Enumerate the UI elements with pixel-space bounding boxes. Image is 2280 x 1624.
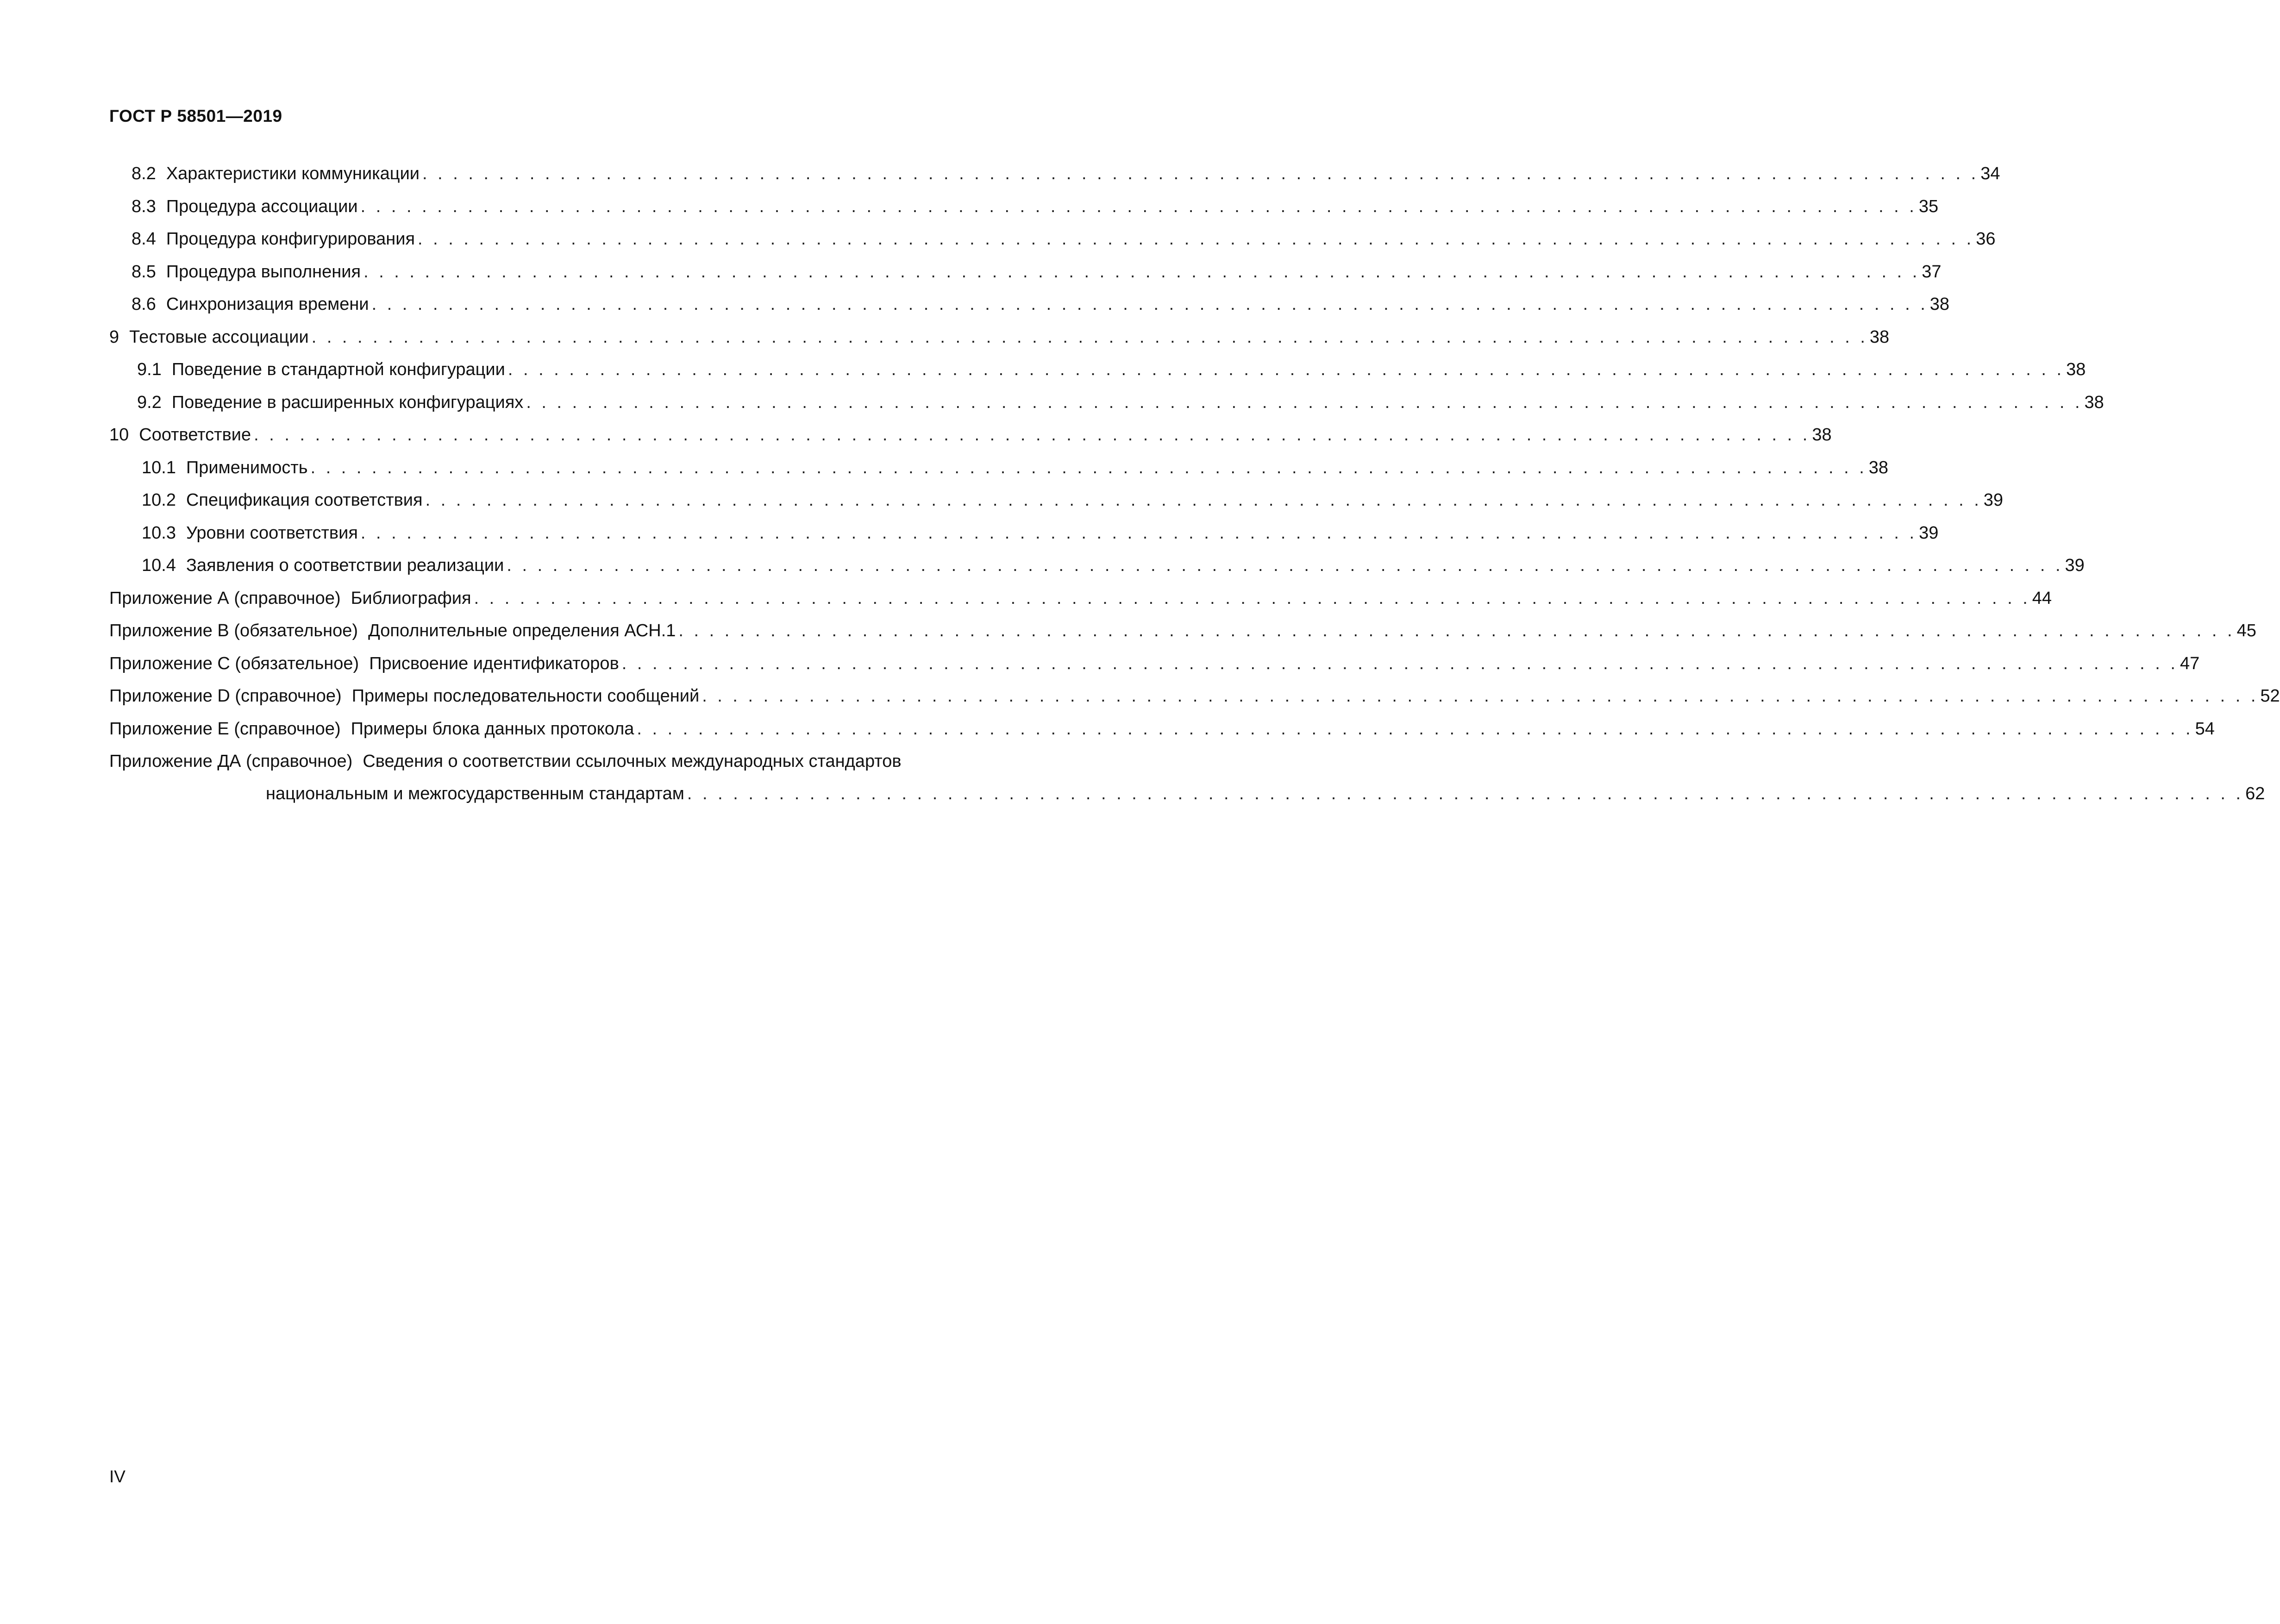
annex-label: Приложение В (обязательное) — [109, 621, 358, 641]
toc-entry-page: 39 — [1983, 490, 2004, 510]
dot-leader: . . . . . . . . . . . . . . . . . . . . . . . . . . . . . . . . . . . . . . . . . . . . . . . . . . . . . . . . . . . . . . . . . . . . . . . . . . . . . . . . . . . . . . . . . . . . . . . . . . . . . . — [621, 653, 2178, 673]
toc-entry-9-2[interactable] — [109, 386, 2104, 419]
toc-annex-da[interactable] — [109, 745, 2265, 810]
toc-entry-8-3[interactable] — [109, 190, 1939, 223]
annex-label: Приложение Е (справочное) — [109, 719, 341, 739]
annex-label: Приложение С (обязательное) — [109, 653, 359, 673]
dot-leader: . . . . . . . . . . . . . . . . . . . . . . . . . . . . . . . . . . . . . . . . . . . . . . . . . . . . . . . . . . . . . . . . . . . . . . . . . . . . . . . . . . . . . . . . . . . . . . . . . . . . . . — [687, 784, 2244, 804]
toc-entry-9[interactable] — [109, 321, 1890, 354]
toc-entry-page: 39 — [2065, 556, 2085, 576]
dot-leader: . . . . . . . . . . . . . . . . . . . . . . . . . . . . . . . . . . . . . . . . . . . . . . . . . . . . . . . . . . . . . . . . . . . . . . . . . . . . . . . . . . . . . . . . . . . . . . . . . . . . . . — [360, 196, 1917, 216]
toc-entry-number: 10.2 — [142, 490, 176, 510]
annex-title: Примеры блока данных протокола — [351, 719, 634, 739]
toc-entry-page: 38 — [2084, 392, 2104, 412]
toc-entry-number: 8.4 — [132, 229, 156, 249]
toc-entry-number: 9 — [109, 327, 119, 347]
annex-title: Сведения о соответствии ссылочных международных стандартов — [363, 751, 902, 771]
toc-entry-number: 8.6 — [132, 295, 156, 314]
toc-entry-page: 47 — [2180, 653, 2200, 673]
toc-entry-number: 8.3 — [132, 196, 156, 216]
toc-entry-title: Применимость — [186, 458, 308, 477]
dot-leader: . . . . . . . . . . . . . . . . . . . . . . . . . . . . . . . . . . . . . . . . . . . . . . . . . . . . . . . . . . . . . . . . . . . . . . . . . . . . . . . . . . . . . . . . . . . . . . . . . . . . . . — [311, 327, 1868, 347]
toc-entry-page: 38 — [1812, 425, 1832, 445]
dot-leader: . . . . . . . . . . . . . . . . . . . . . . . . . . . . . . . . . . . . . . . . . . . . . . . . . . . . . . . . . . . . . . . . . . . . . . . . . . . . . . . . . . . . . . . . . . . . . . . . . . . . . . — [474, 588, 2030, 608]
annex-title: Примеры последовательности сообщений — [351, 686, 700, 706]
toc-entry-title: Поведение в стандартной конфигурации — [171, 360, 505, 380]
dot-leader: . . . . . . . . . . . . . . . . . . . . . . . . . . . . . . . . . . . . . . . . . . . . . . . . . . . . . . . . . . . . . . . . . . . . . . . . . . . . . . . . . . . . . . . . . . . . . . . . . . . . . . — [702, 686, 2259, 706]
toc-entry-page: 45 — [2236, 621, 2256, 641]
annex-label: Приложение D (справочное) — [109, 686, 342, 706]
dot-leader: . . . . . . . . . . . . . . . . . . . . . . . . . . . . . . . . . . . . . . . . . . . . . . . . . . . . . . . . . . . . . . . . . . . . . . . . . . . . . . . . . . . . . . . . . . . . . . . . . . . . . . — [678, 621, 2235, 641]
toc-entry-page: 38 — [2066, 360, 2086, 380]
toc-entry-page: 36 — [1976, 229, 1996, 249]
toc-entry-page: 54 — [2195, 719, 2215, 739]
toc-entry-page: 62 — [2245, 784, 2265, 804]
toc-annex-a[interactable] — [109, 582, 2052, 615]
toc-entry-title: Процедура конфигурирования — [166, 229, 415, 249]
document-header: ГОСТ Р 58501—2019 — [109, 107, 282, 125]
dot-leader: . . . . . . . . . . . . . . . . . . . . . . . . . . . . . . . . . . . . . . . . . . . . . . . . . . . . . . . . . . . . . . . . . . . . . . . . . . . . . . . . . . . . . . . . . . . . . . . . . . . . . . — [425, 490, 1982, 510]
dot-leader: . . . . . . . . . . . . . . . . . . . . . . . . . . . . . . . . . . . . . . . . . . . . . . . . . . . . . . . . . . . . . . . . . . . . . . . . . . . . . . . . . . . . . . . . . . . . . . . . . . . . . . — [422, 164, 1979, 184]
toc-entry-number: 10.3 — [142, 523, 176, 543]
toc-entry-title: Тестовые ассоциации — [129, 327, 309, 347]
annex-title: Библиография — [351, 588, 471, 608]
toc-entry-page: 37 — [1922, 262, 1942, 282]
toc-entry-8-5[interactable] — [109, 256, 1942, 288]
dot-leader: . . . . . . . . . . . . . . . . . . . . . . . . . . . . . . . . . . . . . . . . . . . . . . . . . . . . . . . . . . . . . . . . . . . . . . . . . . . . . . . . . . . . . . . . . . . . . . . . . . . . . . — [507, 360, 2065, 380]
dot-leader: . . . . . . . . . . . . . . . . . . . . . . . . . . . . . . . . . . . . . . . . . . . . . . . . . . . . . . . . . . . . . . . . . . . . . . . . . . . . . . . . . . . . . . . . . . . . . . . . . . . . . . — [360, 523, 1917, 543]
annex-da-second-line — [109, 778, 2265, 811]
toc-entry-number: 9.2 — [137, 392, 162, 412]
dot-leader: . . . . . . . . . . . . . . . . . . . . . . . . . . . . . . . . . . . . . . . . . . . . . . . . . . . . . . . . . . . . . . . . . . . . . . . . . . . . . . . . . . . . . . . . . . . . . . . . . . . . . . — [526, 392, 2083, 412]
toc-entry-8-6[interactable] — [109, 288, 1950, 321]
toc-entry-10-4[interactable] — [109, 549, 2085, 582]
toc-entry-number: 8.5 — [132, 262, 156, 282]
toc-entry-title: Соответствие — [139, 425, 251, 445]
toc-annex-c[interactable] — [109, 647, 2200, 680]
dot-leader: . . . . . . . . . . . . . . . . . . . . . . . . . . . . . . . . . . . . . . . . . . . . . . . . . . . . . . . . . . . . . . . . . . . . . . . . . . . . . . . . . . . . . . . . . . . . . . . . . . . . . . — [418, 229, 1974, 249]
toc-entry-title: Уровни соответствия — [186, 523, 358, 543]
annex-title: Дополнительные определения АСН.1 — [368, 621, 676, 641]
toc-entry-number: 8.2 — [132, 164, 156, 184]
toc-annex-b[interactable] — [109, 614, 2256, 647]
toc-entry-9-1[interactable] — [109, 353, 2086, 386]
toc-entry-title: Поведение в расширенных конфигурациях — [171, 392, 524, 412]
toc-entry-page: 52 — [2260, 686, 2280, 706]
toc-entry-10-3[interactable] — [109, 517, 1939, 550]
annex-label: Приложение А (справочное) — [109, 588, 341, 608]
annex-da-first-line — [109, 745, 1033, 778]
dot-leader: . . . . . . . . . . . . . . . . . . . . . . . . . . . . . . . . . . . . . . . . . . . . . . . . . . . . . . . . . . . . . . . . . . . . . . . . . . . . . . . . . . . . . . . . . . . . . . . . . . . . . . — [637, 719, 2193, 739]
dot-leader: . . . . . . . . . . . . . . . . . . . . . . . . . . . . . . . . . . . . . . . . . . . . . . . . . . . . . . . . . . . . . . . . . . . . . . . . . . . . . . . . . . . . . . . . . . . . . . . . . . . . . . — [310, 458, 1867, 477]
toc-annex-d[interactable] — [109, 680, 2280, 713]
toc-entry-8-4[interactable] — [109, 223, 1996, 256]
toc-entry-title: Заявления о соответствии реализации — [186, 556, 504, 576]
dot-leader: . . . . . . . . . . . . . . . . . . . . . . . . . . . . . . . . . . . . . . . . . . . . . . . . . . . . . . . . . . . . . . . . . . . . . . . . . . . . . . . . . . . . . . . . . . . . . . . . . . . . . . — [363, 262, 1920, 282]
toc-entry-10-1[interactable] — [109, 451, 1889, 484]
toc-entry-page: 44 — [2032, 588, 2052, 608]
toc-entry-number: 9.1 — [137, 360, 162, 380]
toc-entry-page: 34 — [1980, 164, 2000, 184]
dot-leader: . . . . . . . . . . . . . . . . . . . . . . . . . . . . . . . . . . . . . . . . . . . . . . . . . . . . . . . . . . . . . . . . . . . . . . . . . . . . . . . . . . . . . . . . . . . . . . . . . . . . . . — [507, 556, 2063, 576]
annex-title: Присвоение идентификаторов — [369, 653, 619, 673]
toc-entry-10[interactable] — [109, 419, 1832, 451]
toc-entry-title: Процедура ассоциации — [166, 196, 358, 216]
toc-entry-title: Синхронизация времени — [166, 295, 369, 314]
annex-title-continued: национальным и межгосударственным стандартам — [266, 784, 684, 804]
annex-label: Приложение ДА (справочное) — [109, 751, 353, 771]
toc-annex-e[interactable] — [109, 713, 2215, 746]
toc-entry-number: 10.4 — [142, 556, 176, 576]
toc-entry-page: 35 — [1918, 196, 1939, 216]
toc-entry-page: 39 — [1919, 523, 1939, 543]
dot-leader: . . . . . . . . . . . . . . . . . . . . . . . . . . . . . . . . . . . . . . . . . . . . . . . . . . . . . . . . . . . . . . . . . . . . . . . . . . . . . . . . . . . . . . . . . . . . . . . . . . . . . . — [254, 425, 1810, 445]
toc-entry-10-2[interactable] — [109, 484, 2004, 517]
toc-entry-8-2[interactable] — [109, 157, 2000, 190]
table-of-contents — [109, 157, 2280, 810]
toc-entry-page: 38 — [1868, 458, 1889, 477]
dot-leader: . . . . . . . . . . . . . . . . . . . . . . . . . . . . . . . . . . . . . . . . . . . . . . . . . . . . . . . . . . . . . . . . . . . . . . . . . . . . . . . . . . . . . . . . . . . . . . . . . . . . . . — [371, 295, 1928, 314]
toc-entry-title: Характеристики коммуникации — [166, 164, 420, 184]
toc-entry-title: Спецификация соответствия — [186, 490, 423, 510]
toc-entry-title: Процедура выполнения — [166, 262, 361, 282]
page-folio: IV — [109, 1467, 125, 1486]
toc-entry-page: 38 — [1869, 327, 1890, 347]
toc-entry-number: 10 — [109, 425, 129, 445]
toc-entry-page: 38 — [1929, 295, 1950, 314]
toc-entry-number: 10.1 — [142, 458, 176, 477]
